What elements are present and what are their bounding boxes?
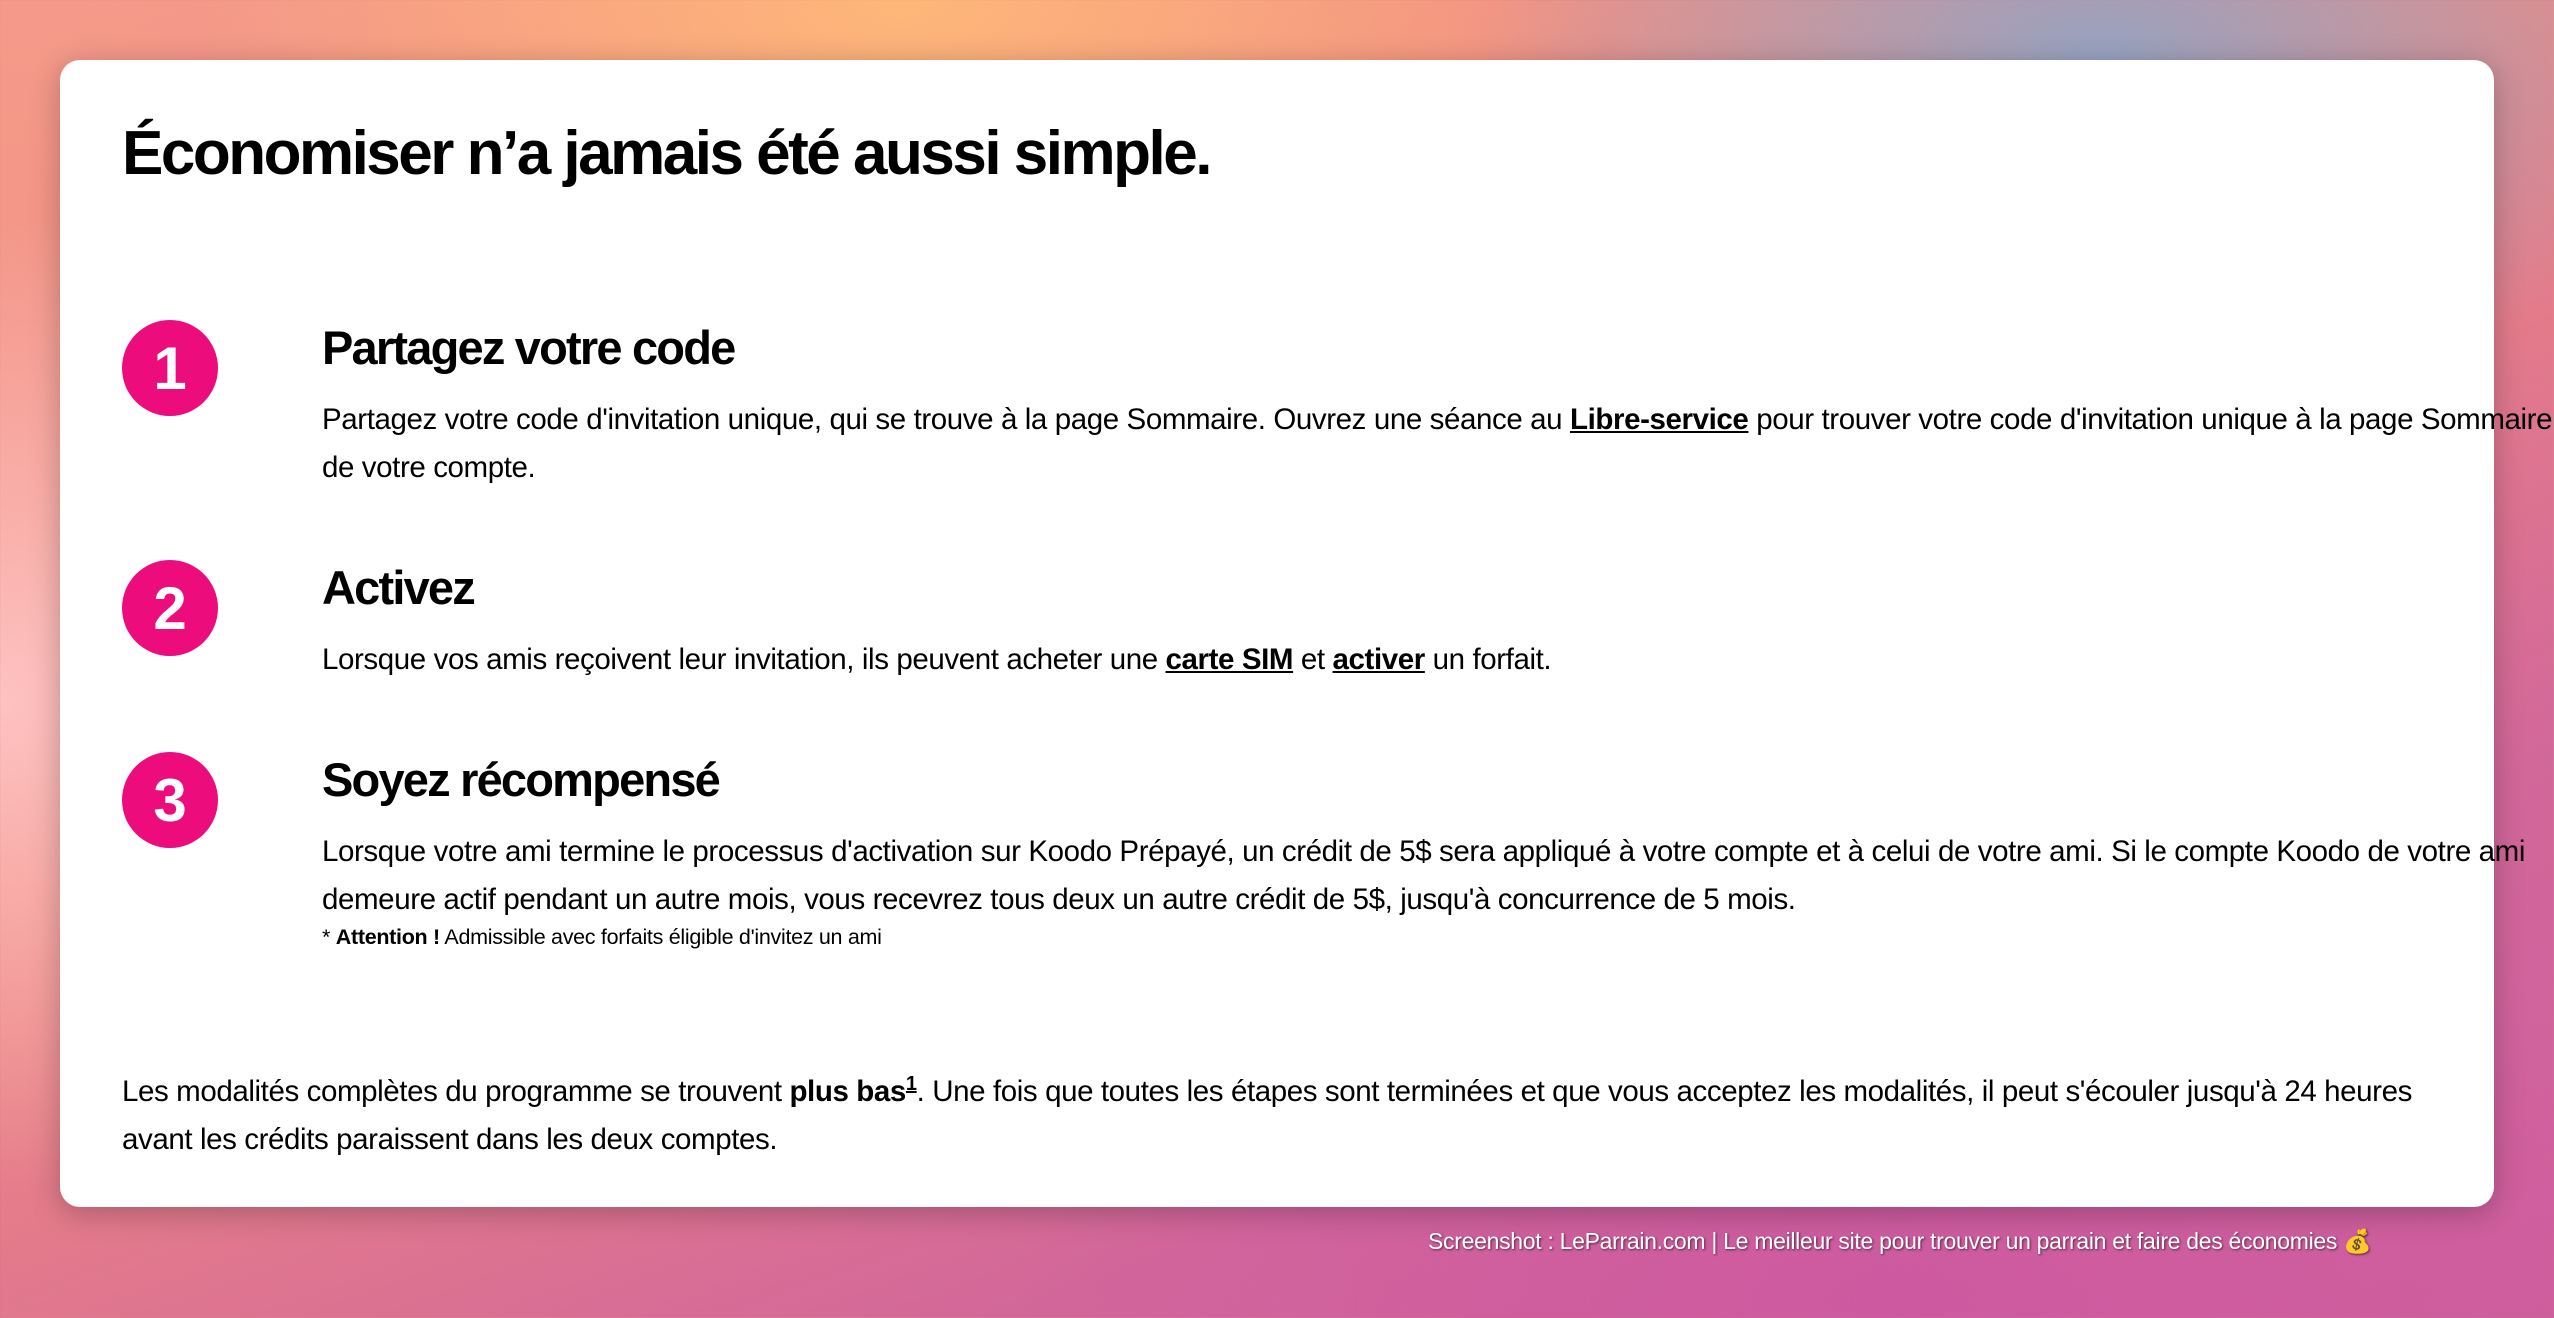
step-text: Partagez votre code d'invitation unique, qui se trouve à la page Sommaire. Ouvrez une séance au Libre-service pour trouver votre code d'invitation unique à la page Sommaire de votre compte.	[322, 403, 2553, 484]
step-number-3-icon: 3	[122, 752, 218, 848]
step-heading: Soyez récompensé	[322, 753, 719, 806]
activer-link[interactable]: activer	[1332, 643, 1425, 676]
content-card	[60, 60, 2553, 1207]
screenshot-credit: Screenshot : LeParrain.com | Le meilleur site pour trouver un parrain et faire des économies 💰	[1428, 1228, 2372, 1254]
attention-note: * Attention ! Admissible avec forfaits éligible d'invitez un ami	[322, 925, 882, 949]
step-number-1-icon: 1	[122, 320, 218, 416]
footnote-link[interactable]: 1	[905, 1073, 917, 1095]
terms-paragraph: Les modalités complètes du programme se trouvent plus bas$^1$. Une fois que toutes les étapes sont terminées et que vous acceptez les modalités, il peut s'écouler jusqu'à 24 heures avant les crédits paraissent dans les deux comptes.	[122, 1073, 2412, 1156]
step-text: Lorsque votre ami termine le processus d'activation sur Koodo Prépayé, un crédit de 5$ sera appliqué à votre compte et à celui de votre ami. Si le compte Koodo de votre ami demeure actif pendant un autre mois, vous recevrez tous deux un autre crédit de 5$, jusqu'à concurrence de 5 mois.	[322, 835, 2526, 916]
carte-sim-link[interactable]: carte SIM	[1165, 643, 1294, 676]
step-text: Lorsque vos amis reçoivent leur invitation, ils peuvent acheter une carte SIM et activer un forfait.	[322, 643, 1552, 676]
step-number-2-icon: 2	[122, 560, 218, 656]
libre-service-link[interactable]: Libre-service	[1569, 403, 1749, 436]
step-heading: Partagez votre code	[322, 321, 735, 374]
step-heading: Activez	[322, 561, 474, 614]
page-title: Économiser n’a jamais été aussi simple.	[122, 119, 1210, 188]
